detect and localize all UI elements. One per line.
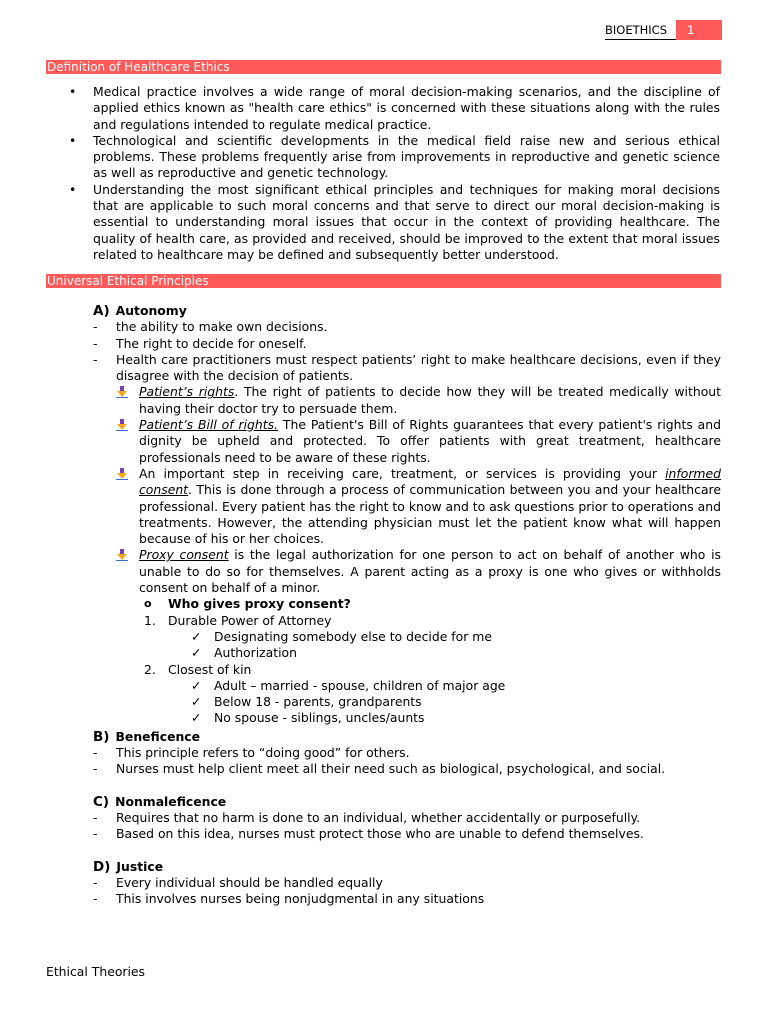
arrow-down-bullet-icon <box>116 386 128 398</box>
item-label: Durable Power of Attorney <box>168 612 332 628</box>
dash-item: - This principle refers to “doing good” for others. <box>93 745 721 761</box>
dash-item: - The right to decide for oneself. <box>93 336 721 352</box>
dash-item: - This involves nurses being nonjudgmental in any situations <box>93 891 721 907</box>
proxy-question: o Who gives proxy consent? <box>93 596 721 612</box>
numbered-item <box>93 613 721 629</box>
section-title-definition: Definition of Healthcare Ethics <box>46 60 721 74</box>
definition-bullet-list <box>93 84 720 263</box>
heading-autonomy <box>93 303 721 319</box>
spacer <box>93 843 721 859</box>
dash-item: - Nurses must help client meet all their need such as biological, psychological, and social. <box>93 761 721 777</box>
arrow-down-bullet-icon <box>116 468 128 480</box>
item-number: 2. <box>144 661 156 677</box>
bullet-item: • Technological and scientific developments in the medical field raise new and serious ethical problems. These problems frequently arise from improvements in reproductive and genetic science as well as reproductive and genetic technology. <box>93 133 720 182</box>
arrow-down-bullet-icon <box>116 419 128 431</box>
arrow-item-informed-consent <box>93 466 721 547</box>
definition-text: . This is done through a process of communication between you and your healthcare professional. Every patient has the right to know and to ask questions prior to operations and treatments. However, the attending physician must let the patient know what will happen because of his or her choices. <box>139 482 721 547</box>
arrow-item-patients-rights <box>93 384 721 417</box>
arrow-down-bullet-icon <box>116 549 128 561</box>
heading-letter: A) <box>93 303 110 319</box>
numbered-item <box>93 662 721 678</box>
arrow-item-proxy-consent <box>93 547 721 596</box>
dash-item: - Health care practitioners must respect patients’ right to make healthcare decisions, even if they disagree with the decision of patients. <box>93 352 721 385</box>
definition-text: An important step in receiving care, treatment, or services is providing your <box>139 465 666 481</box>
term-patients-rights: Patient’s rights <box>139 384 235 400</box>
term-proxy-consent: Proxy consent <box>139 547 229 563</box>
heading-text: Nonmaleficence <box>115 793 227 809</box>
dash-item: - the ability to make own decisions. <box>93 319 721 335</box>
heading-beneficence <box>93 729 721 745</box>
dash-item: - Requires that no harm is done to an individual, whether accidentally or purposefully. <box>93 810 721 826</box>
term-bill-of-rights: Patient’s Bill of rights. <box>139 417 279 433</box>
bullet-item: • Medical practice involves a wide range of moral decision-making scenarios, and the discipline of applied ethics known as "health care ethics" is concerned with these situations along with the rules and regulations intended to regulate medical practice. <box>93 84 720 133</box>
item-label: Closest of kin <box>168 661 252 677</box>
checkmark-item: ✓ Below 18 - parents, grandparents <box>93 694 721 710</box>
definition-text: is the legal authorization for one person to act on behalf of another who is unable to do so for themselves. A parent acting as a proxy is one who gives or withholds consent on behalf of a minor. <box>139 547 721 596</box>
heading-letter: D) <box>93 858 111 875</box>
arrow-item-bill-of-rights <box>93 417 721 466</box>
heading-text: Autonomy <box>115 303 187 318</box>
next-section-title: Ethical Theories <box>46 964 146 979</box>
dash-item: - Every individual should be handled equally <box>93 875 721 891</box>
spacer <box>93 778 721 794</box>
section-title-principles: Universal Ethical Principles <box>46 274 721 288</box>
checkmark-item: ✓ Adult – married - spouse, children of major age <box>93 678 721 694</box>
checkmark-item: ✓ Authorization <box>93 645 721 661</box>
header-title: BIOETHICS <box>605 20 676 40</box>
definition-text: . The right of patients to decide how they will be treated medically without having their doctor try to persuade them. <box>139 384 721 416</box>
principles-content <box>93 303 721 907</box>
heading-nonmaleficence <box>93 794 721 810</box>
heading-text: Justice <box>116 858 164 874</box>
dash-item: - Based on this idea, nurses must protect those who are unable to defend themselves. <box>93 826 721 842</box>
heading-text: Beneficence <box>115 728 201 744</box>
heading-letter: B) <box>93 728 110 745</box>
heading-justice <box>93 859 721 875</box>
term-informed-consent: informed consent <box>139 465 721 498</box>
heading-letter: C) <box>93 793 110 810</box>
bullet-item: • Understanding the most significant ethical principles and techniques for making moral decisions that are applicable to such moral concerns and that serve to direct our moral decision-making is essential to understanding moral issues that occur in the context of providing healthcare. The quality of health care, as provided and received, should be improved to the extent that moral issues related to healthcare may be defined and subsequently better understood. <box>93 182 720 263</box>
definition-text: The Patient's Bill of Rights guarantees that every patient's rights and dignity be upheld and protected. To offer patients with great treatment, healthcare professionals need to be aware of these rights. <box>139 417 721 465</box>
checkmark-item: ✓ Designating somebody else to decide for me <box>93 629 721 645</box>
page-header <box>605 20 722 40</box>
checkmark-item: ✓ No spouse - siblings, uncles/aunts <box>93 710 721 726</box>
item-number: 1. <box>144 612 156 628</box>
page-number: 1 <box>676 20 722 40</box>
